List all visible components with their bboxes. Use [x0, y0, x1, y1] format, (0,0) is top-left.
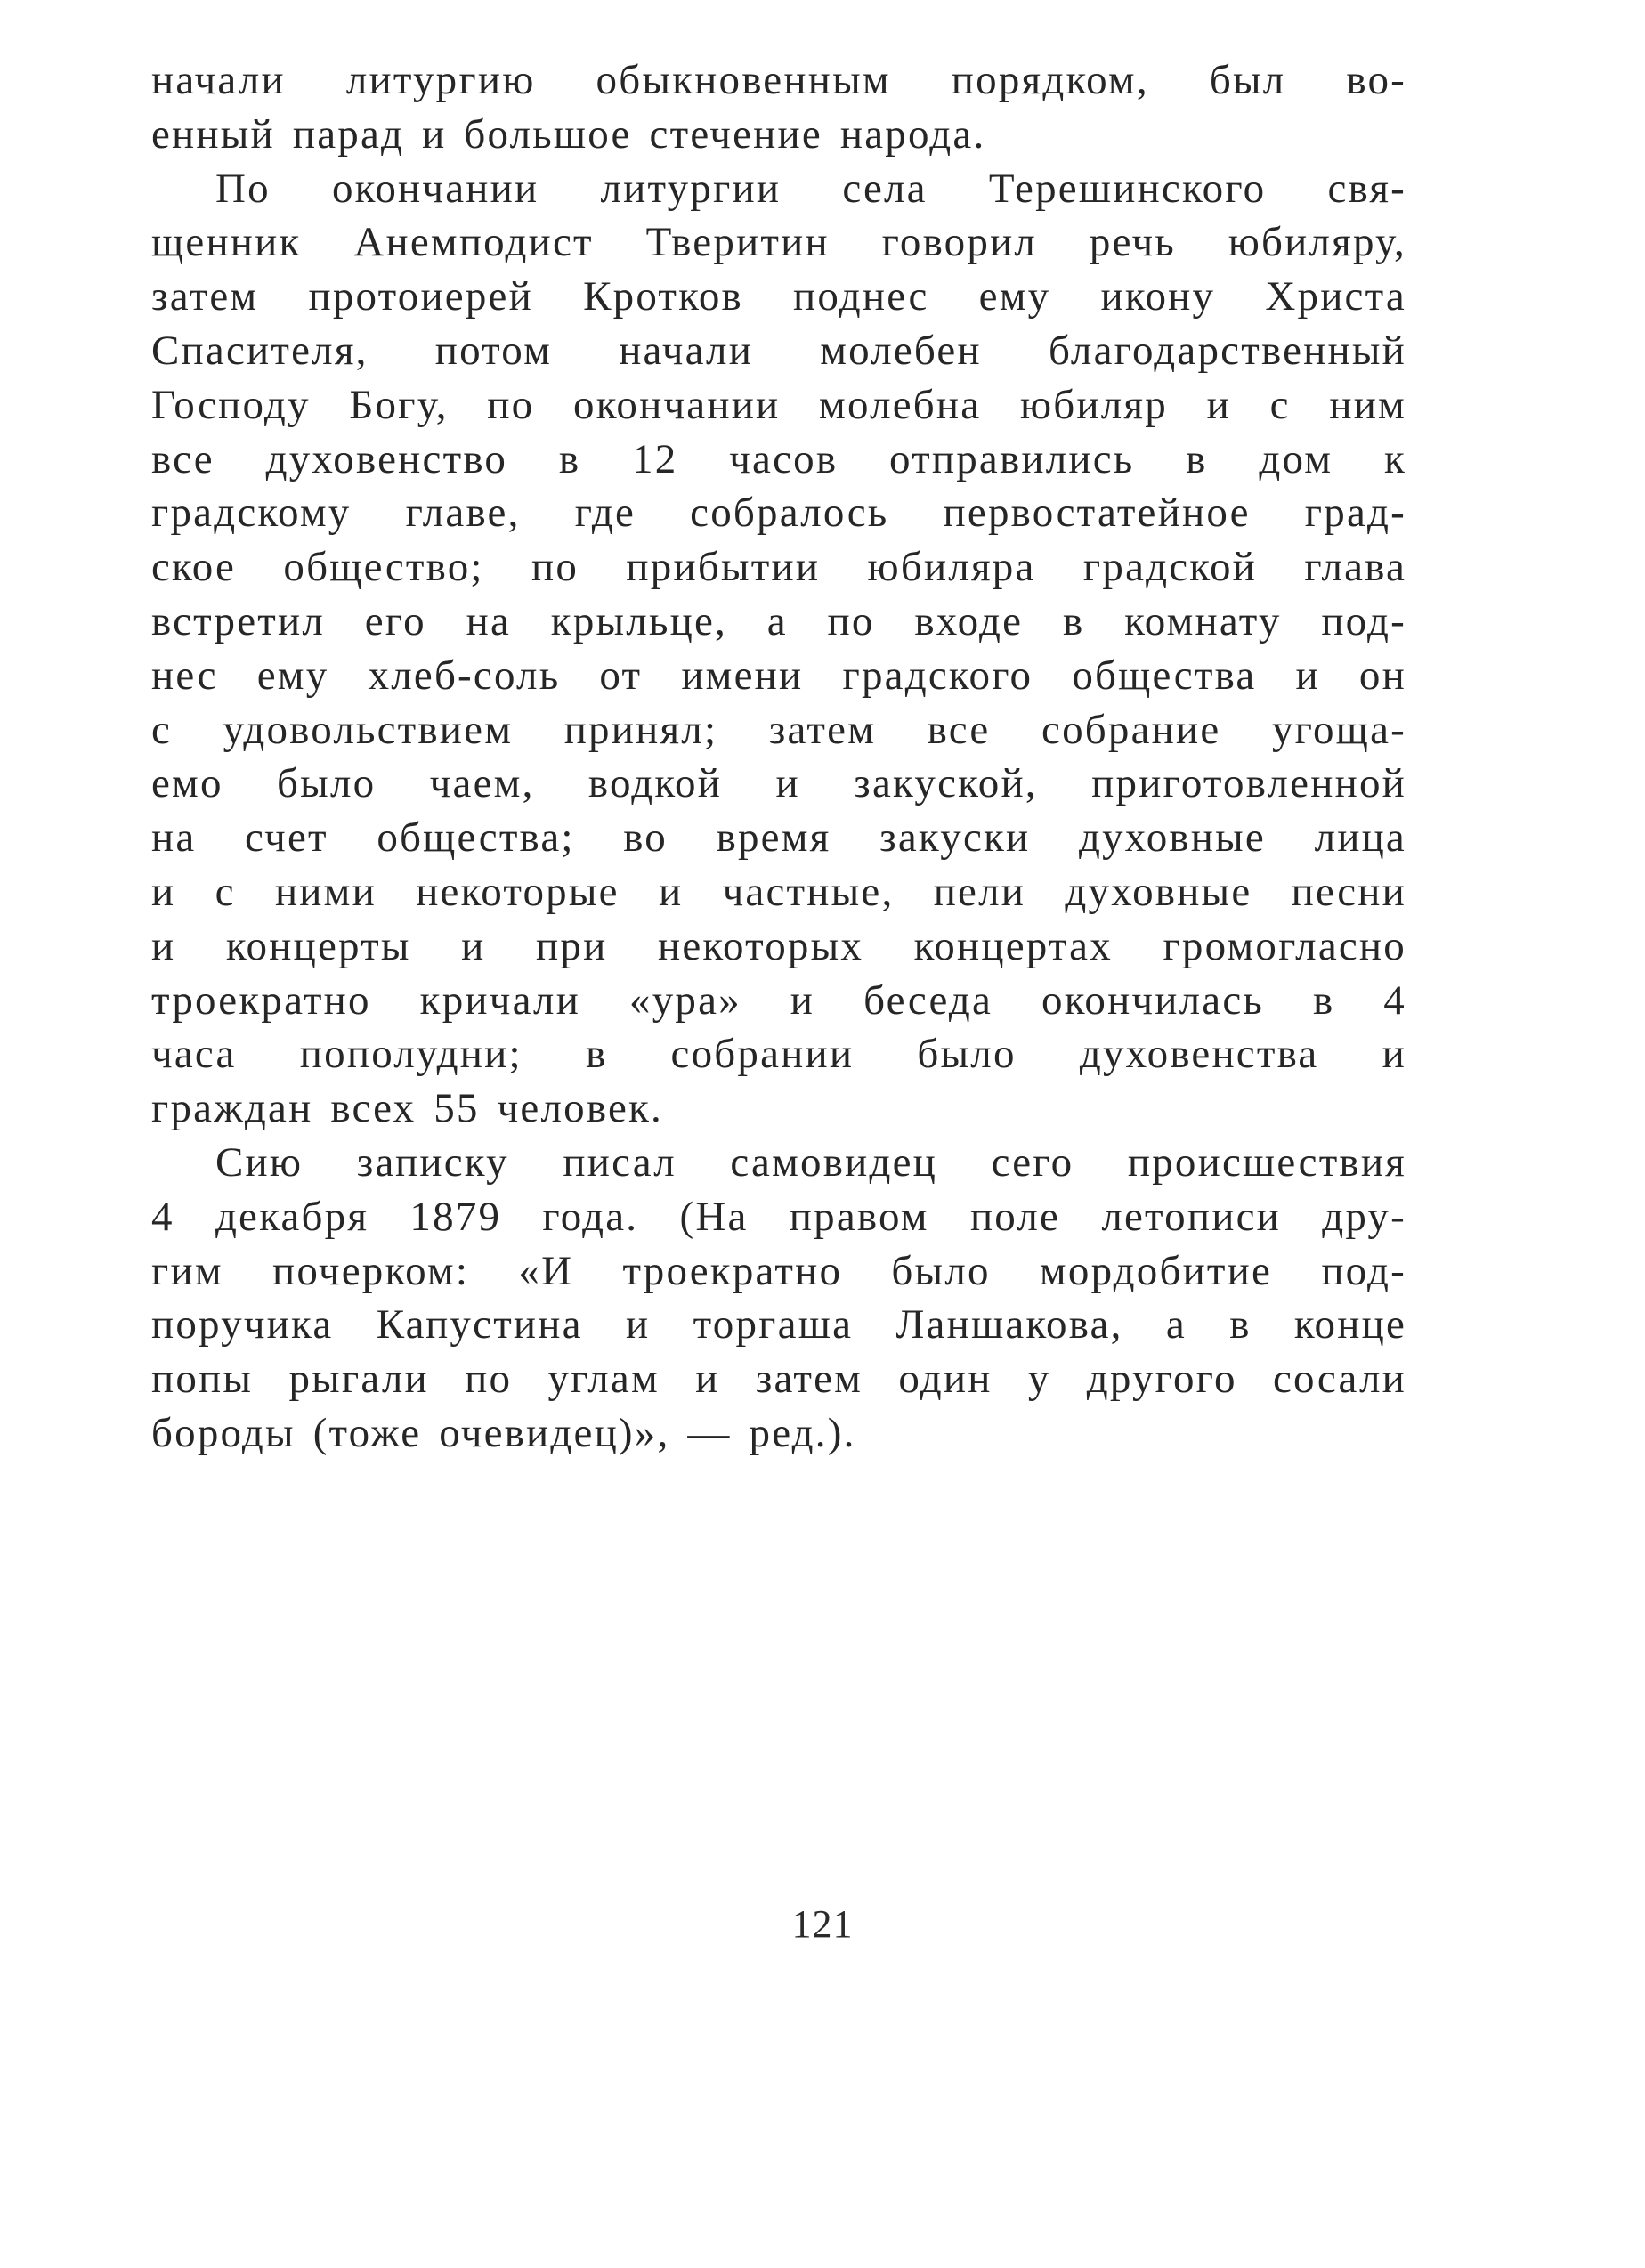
- text-line: попы рыгали по углам и затем один у другого сосали: [151, 1356, 1406, 1403]
- text-line: По окончании литургии села Терешинского свя-: [215, 165, 1406, 212]
- text-line: ское общество; по прибытии юбиляра градской глава: [151, 544, 1406, 591]
- text-line: емо было чаем, водкой и закуской, приготовленной: [151, 760, 1406, 807]
- text-line: Спасителя, потом начали молебен благодарственный: [151, 327, 1406, 374]
- text-line: граждан всех 55 человек.: [151, 1085, 663, 1132]
- text-line: Сию записку писал самовидец сего происшествия: [215, 1138, 1406, 1186]
- paragraph-3: [151, 1136, 1406, 1461]
- paragraph-1: [151, 53, 1406, 162]
- text-line: 4 декабря 1879 года. (На правом поле летописи дру-: [151, 1193, 1406, 1240]
- text-line: Господу Богу, по окончании молебна юбиляр и с ним: [151, 381, 1406, 428]
- text-line: на счет общества; во время закуски духовные лица: [151, 814, 1406, 862]
- text-line: нес ему хлеб-соль от имени градского общества и он: [151, 652, 1406, 699]
- text-line: начали литургию обыкновенным порядком, был во-: [151, 57, 1406, 103]
- text-line: гим почерком: «И троекратно было мордобитие под-: [151, 1247, 1406, 1294]
- text-line: градскому главе, где собралось первостатейное град-: [151, 490, 1406, 537]
- text-line: с удовольствием принял; затем все собрание угоща-: [151, 706, 1406, 753]
- text-line: енный парад и большое стечение народа.: [151, 110, 986, 158]
- page-number: 121: [791, 1902, 854, 1946]
- text-line: щенник Анемподист Тверитин говорил речь юбиляру,: [151, 219, 1406, 266]
- text-line: и концерты и при некоторых концертах громогласно: [151, 922, 1406, 969]
- text-line: поручика Капустина и торгаша Ланшакова, а в конце: [151, 1301, 1406, 1349]
- text-line: троекратно кричали «ура» и беседа окончилась в 4: [151, 976, 1406, 1024]
- text-line: встретил его на крыльце, а по входе в комнату под-: [151, 597, 1406, 644]
- text-line: часа пополудни; в собрании было духовенства и: [151, 1031, 1406, 1078]
- text-line: затем протоиерей Кротков поднес ему икону Христа: [151, 273, 1406, 320]
- text-line: и с ними некоторые и частные, пели духовные песни: [151, 868, 1406, 915]
- text-line: все духовенство в 12 часов отправились в дом к: [151, 435, 1406, 482]
- text-line: бороды (тоже очевидец)», — ред.).: [151, 1409, 856, 1456]
- body-text: [151, 53, 1406, 1461]
- paragraph-2: [151, 162, 1406, 1136]
